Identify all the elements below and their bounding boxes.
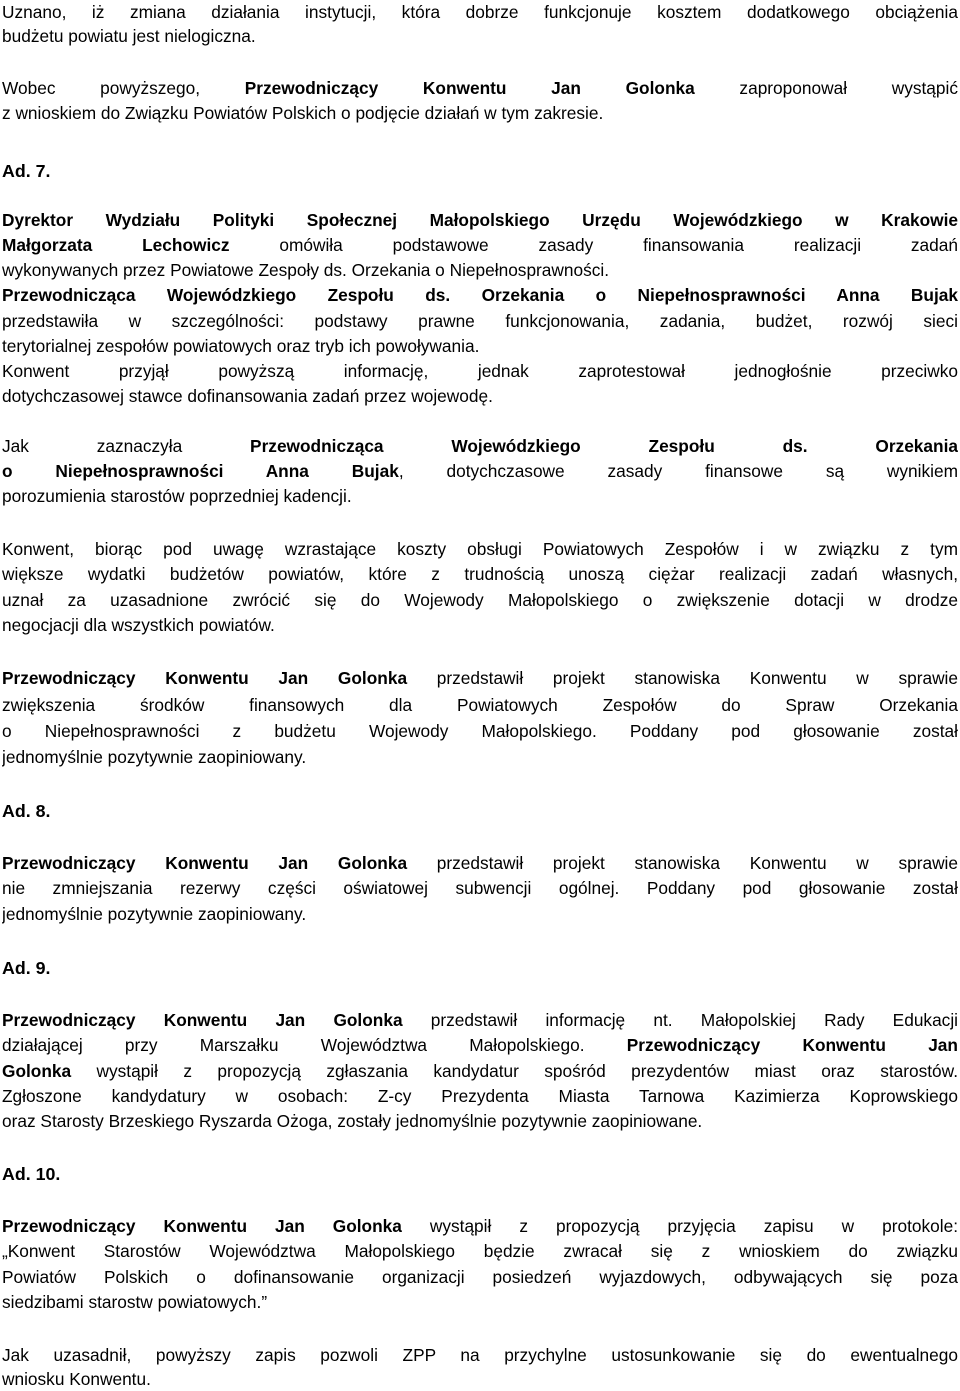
text-line: siedzibami starostw powiatowych.” bbox=[2, 1292, 268, 1312]
section-heading: Ad. 8. bbox=[2, 801, 51, 821]
text-line: o Niepełnosprawności Anna Bujak, dotychczasowe zasady finansowe są wynikiem bbox=[2, 461, 958, 481]
text-line: o Niepełnosprawności z budżetu Wojewody Małopolskiego. Poddany pod głosowanie został bbox=[2, 721, 958, 741]
text-line: nie zmniejszania rezerwy części oświatowej subwencji ogólnej. Poddany pod głosowanie został bbox=[2, 878, 958, 898]
text-line: z wnioskiem do Związku Powiatów Polskich o podjęcie działań w tym zakresie. bbox=[2, 103, 604, 123]
text-line: Dyrektor Wydziału Polityki Społecznej Małopolskiego Urzędu Wojewódzkiego w Krakowie bbox=[2, 210, 958, 230]
text-line: wniosku Konwentu. bbox=[2, 1369, 151, 1389]
text-line: działającej przy Marszałku Województwa Małopolskiego. Przewodniczący Konwentu Jan bbox=[2, 1035, 958, 1055]
text-line: Przewodniczący Konwentu Jan Golonka przedstawił projekt stanowiska Konwentu w sprawie bbox=[2, 668, 958, 688]
section-heading: Ad. 9. bbox=[2, 958, 51, 978]
text-line: porozumienia starostów poprzedniej kadencji. bbox=[2, 486, 352, 506]
text-line: terytorialnej zespołów powiatowych oraz tryb ich powoływania. bbox=[2, 336, 480, 356]
text-line: Konwent, biorąc pod uwagę wzrastające koszty obsługi Powiatowych Zespołów i w związku z tym bbox=[2, 539, 958, 559]
text-line: Golonka wystąpił z propozycją zgłaszania kandydatur spośród prezydentów miast oraz starostów. bbox=[2, 1061, 958, 1081]
text-line: Przewodniczący Konwentu Jan Golonka wystąpił z propozycją przyjęcia zapisu w protokole: bbox=[2, 1216, 958, 1236]
text-line: uznał za uzasadnione zwrócić się do Wojewody Małopolskiego o zwiększenie dotacji w drodze bbox=[2, 590, 958, 610]
text-line: budżetu powiatu jest nielogiczna. bbox=[2, 26, 256, 46]
text-line: Małgorzata Lechowicz omówiła podstawowe zasady finansowania realizacji zadań bbox=[2, 235, 958, 255]
text-line: Jak uzasadnił, powyższy zapis pozwoli ZPP na przychylne ustosunkowanie się do ewentualnego bbox=[2, 1345, 958, 1365]
text-line: Konwent przyjął powyższą informację, jednak zaprotestował jednogłośnie przeciwko bbox=[2, 361, 958, 381]
text-line: Przewodnicząca Wojewódzkiego Zespołu ds. Orzekania o Niepełnosprawności Anna Bujak bbox=[2, 285, 958, 305]
text-line: Jak zaznaczyła Przewodnicząca Wojewódzkiego Zespołu ds. Orzekania bbox=[2, 436, 958, 456]
text-line: zwiększenia środków finansowych dla Powiatowych Zespołów do Spraw Orzekania bbox=[2, 695, 958, 715]
section-heading: Ad. 7. bbox=[2, 161, 51, 181]
text-line: większe wydatki budżetów powiatów, które z trudnością unoszą ciężar realizacji zadań własnych, bbox=[2, 564, 958, 584]
section-heading: Ad. 10. bbox=[2, 1164, 61, 1184]
text-line: Powiatów Polskich o dofinansowanie organizacji posiedzeń wyjazdowych, odbywających się poza bbox=[2, 1267, 958, 1287]
text-line: jednomyślnie pozytywnie zaopiniowany. bbox=[2, 904, 307, 924]
text-line: Przewodniczący Konwentu Jan Golonka przedstawił informację nt. Małopolskiej Rady Edukacji bbox=[2, 1010, 958, 1030]
text-line: oraz Starosty Brzeskiego Ryszarda Ożoga, zostały jednomyślnie pozytywnie zaopiniowane. bbox=[2, 1111, 703, 1131]
text-line: jednomyślnie pozytywnie zaopiniowany. bbox=[2, 747, 307, 767]
text-line: Zgłoszone kandydatury w osobach: Z-cy Prezydenta Miasta Tarnowa Kazimierza Koprowskiego bbox=[2, 1086, 958, 1106]
text-line: negocjacji dla wszystkich powiatów. bbox=[2, 615, 275, 635]
text-line: Przewodniczący Konwentu Jan Golonka przedstawił projekt stanowiska Konwentu w sprawie bbox=[2, 853, 958, 873]
text-line: przedstawiła w szczególności: podstawy prawne funkcjonowania, zadania, budżet, rozwój sieci bbox=[2, 311, 958, 331]
text-line: Uznano, iż zmiana działania instytucji, która dobrze funkcjonuje kosztem dodatkowego obciążenia bbox=[2, 2, 958, 22]
text-line: wykonywanych przez Powiatowe Zespoły ds. Orzekania o Niepełnosprawności. bbox=[2, 260, 610, 280]
text-line: dotychczasowej stawce dofinansowania zadań przez wojewodę. bbox=[2, 386, 493, 406]
text-line: Wobec powyższego, Przewodniczący Konwentu Jan Golonka zaproponował wystąpić bbox=[2, 78, 958, 98]
text-line: „Konwent Starostów Województwa Małopolskiego będzie zwracał się z wnioskiem do związku bbox=[2, 1241, 958, 1261]
